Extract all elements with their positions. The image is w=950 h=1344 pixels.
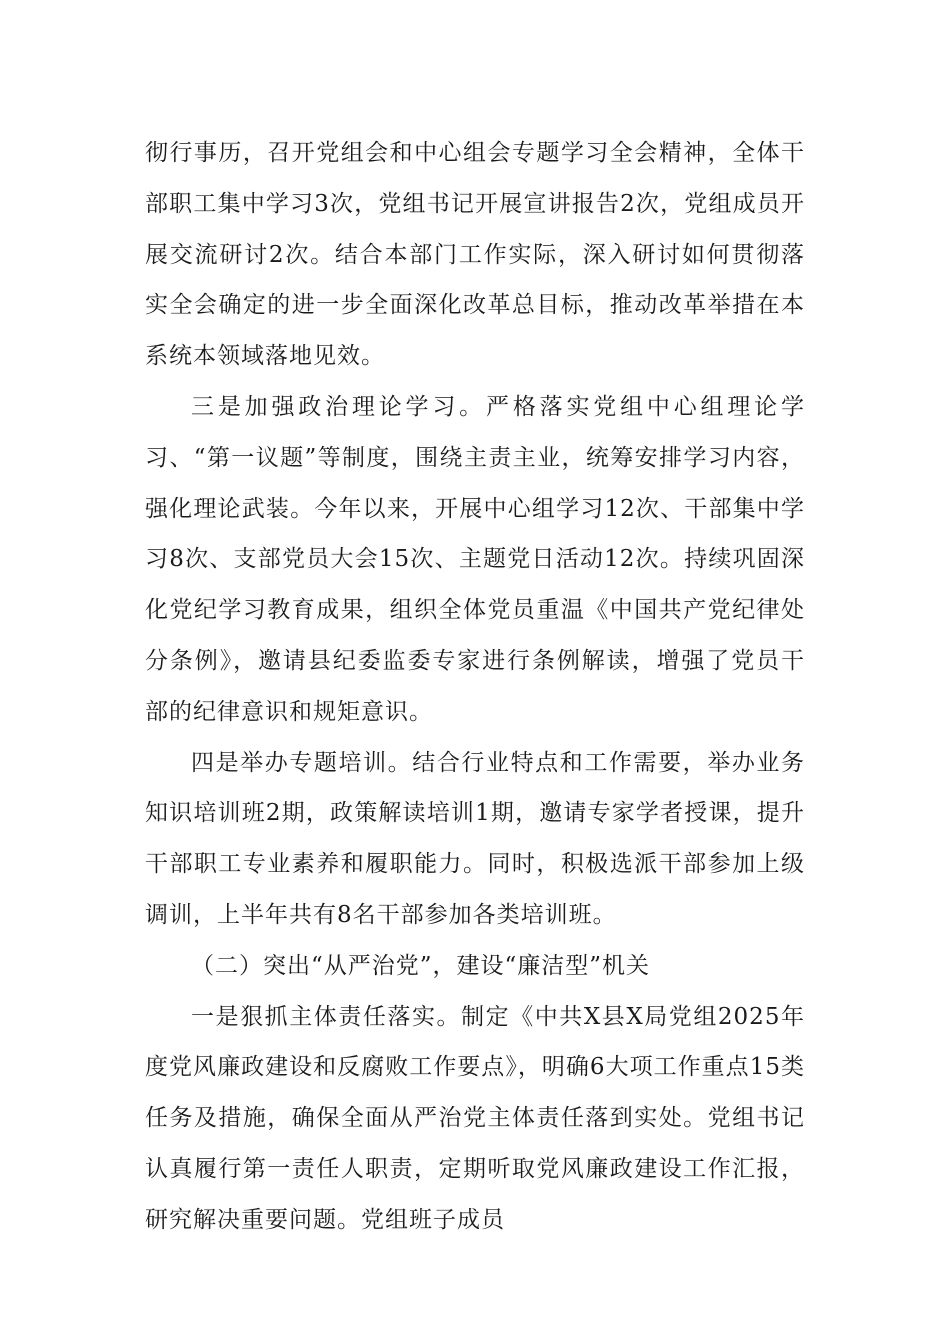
section-heading: （二）突出“从严治党”，建设“廉洁型”机关 — [191, 952, 651, 979]
paragraph-political-theory-study: 三是加强政治理论学习。严格落实党组中心组理论学习、“第一议题”等制度，围绕主责主业，统筹安排学习内容，强化理论武装。今年以来，开展中心组学习12次、干部集中学习8次、支部党员大会15次、主题党日活动12次。持续巩固深化党纪学习教育成果，组织全体党员重温《中国共产党纪律处分条例》，邀请县纪委监委专家进行条例解读，增强了党员干部的纪律意识和规矩意识。 — [145, 393, 805, 725]
paragraph-continuation: 彻行事历，召开党组会和中心组会专题学习全会精神，全体干部职工集中学习3次，党组书记开展宣讲报告2次，党组成员开展交流研讨2次。结合本部门工作实际，深入研讨如何贯彻落实全会确定的进一步全面深化改革总目标，推动改革举措在本系统本领域落地见效。 — [145, 140, 805, 370]
document-body — [145, 128, 805, 1246]
paragraph-special-training: 四是举办专题培训。结合行业特点和工作需要，举办业务知识培训班2期，政策解读培训1期，邀请专家学者授课，提升干部职工专业素养和履职能力。同时，积极选派干部参加上级调训，上半年共有8名干部参加各类培训班。 — [145, 749, 805, 928]
paragraph-main-responsibility: 一是狠抓主体责任落实。制定《中共X县X局党组2025年度党风廉政建设和反腐败工作要点》，明确6大项工作重点15类任务及措施，确保全面从严治党主体责任落到实处。党组书记认真履行第一责任人职责，定期听取党风廉政建设工作汇报，研究解决重要问题。党组班子成员 — [145, 1003, 805, 1233]
